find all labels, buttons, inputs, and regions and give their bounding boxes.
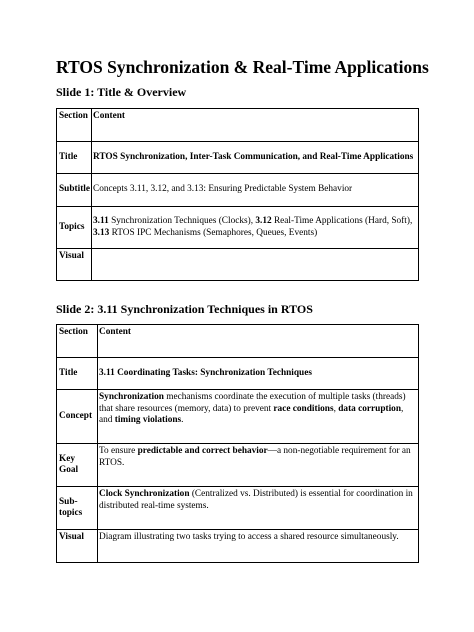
concept-text: mechanisms coordinate the execution of multiple tasks (threads) that share resources (memory, data) to prevent (99, 392, 406, 414)
subtopic-text: (Centralized vs. Distributed) is essential for coordination in distributed real-time systems. (99, 489, 413, 511)
table-row (57, 325, 419, 358)
keygoal-text: —a non-negotiable requirement for an RTOS. (99, 446, 411, 468)
document-title: RTOS Synchronization & Real-Time Applications (56, 57, 429, 77)
topic-text: RTOS IPC Mechanisms (Semaphores, Queues, Events) (109, 227, 318, 238)
topic-number: 3.13 (93, 227, 110, 238)
table-row (57, 444, 419, 487)
section-header-cell: Section (57, 325, 98, 358)
table-row (57, 174, 419, 207)
content-header-cell: Content (92, 109, 419, 142)
content-header-cell: Content (98, 325, 419, 358)
topic-text: Synchronization Techniques (Clocks), (108, 216, 256, 226)
content-cell (98, 487, 419, 530)
slide1-heading: Slide 1: Title & Overview (56, 85, 187, 99)
slide2-table (56, 324, 419, 563)
concept-text: , (333, 403, 339, 414)
section-cell: Title (57, 358, 98, 390)
content-cell (98, 444, 419, 487)
section-cell: Visual (57, 249, 92, 281)
section-cell: Concept (57, 390, 98, 444)
slide1-table (56, 108, 419, 281)
section-cell: Title (57, 142, 92, 174)
concept-emphasis: race conditions (273, 403, 334, 414)
content-cell: 3.11 Coordinating Tasks: Synchronization Techniques (98, 358, 419, 390)
subtopic-emphasis: Clock Synchronization (99, 489, 190, 499)
section-header-cell: Section (57, 109, 92, 142)
content-cell: Concepts 3.11, 3.12, and 3.13: Ensuring Predictable System Behavior (92, 174, 419, 207)
content-cell (92, 207, 419, 249)
table-row (57, 487, 419, 530)
concept-text: . (181, 415, 184, 425)
concept-emphasis: timing violations (114, 415, 182, 425)
table-row (57, 530, 419, 563)
table-row (57, 358, 419, 390)
table-row (57, 142, 419, 174)
content-cell: Diagram illustrating two tasks trying to access a shared resource simultaneously. (98, 530, 419, 563)
topic-number: 3.12 (255, 216, 272, 226)
content-cell (98, 390, 419, 444)
content-cell: RTOS Synchronization, Inter-Task Communication, and Real-Time Applications (92, 142, 419, 174)
concept-term: Synchronization (99, 392, 164, 402)
topic-text: Real-Time Applications (Hard, Soft), (271, 216, 413, 226)
topic-number: 3.11 (93, 216, 109, 226)
slide2-heading: Slide 2: 3.11 Synchronization Techniques in RTOS (56, 302, 313, 316)
keygoal-text: To ensure (99, 446, 138, 456)
content-cell (92, 249, 419, 281)
table-row (57, 390, 419, 444)
section-cell: Key Goal (57, 444, 98, 487)
concept-text: , and (99, 403, 404, 425)
table-row (57, 249, 419, 281)
keygoal-emphasis: predictable and correct behavior (137, 446, 268, 456)
concept-emphasis: data corruption (338, 403, 402, 414)
section-cell: Subtitle (57, 174, 92, 207)
section-cell: Topics (57, 207, 92, 249)
section-cell: Visual (57, 530, 98, 563)
section-cell: Sub-topics (57, 487, 98, 530)
table-row (57, 207, 419, 249)
table-row (57, 109, 419, 142)
